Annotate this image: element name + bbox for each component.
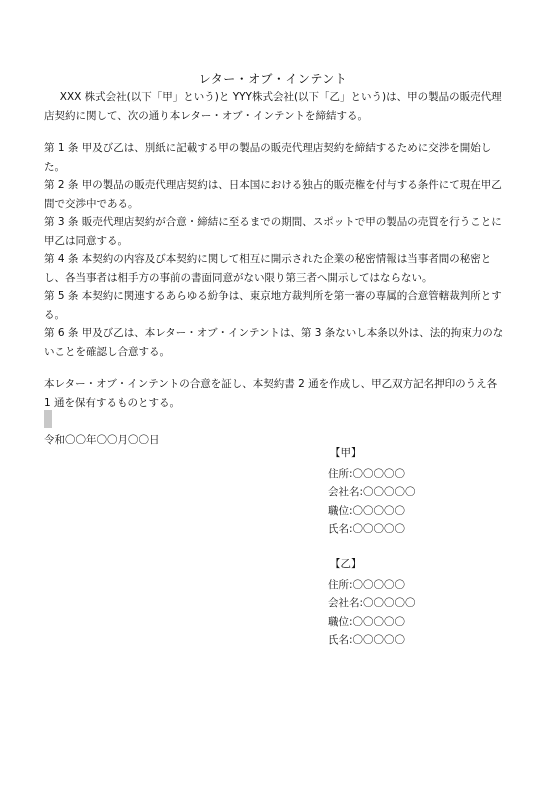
party-otsu-company: 会社名:〇〇〇〇〇 (328, 597, 416, 609)
article-4: 第 4 条 本契約の内容及び本契約に関して相互に開示された企業の秘密情報は当事者間の秘密とし、各当事者は相手方の事前の書面同意がない限り第三者へ開示してはならない。 (44, 253, 492, 284)
party-kou-position: 職位:〇〇〇〇〇 (328, 504, 406, 517)
article-5: 第 5 条 本契約に関連するあらゆる紛争は、東京地方裁判所を第一審の専属的合意管轄裁判所とする。 (44, 290, 502, 321)
party-otsu-position: 職位:〇〇〇〇〇 (328, 615, 406, 628)
party-kou-address: 住所:〇〇〇〇〇 (328, 467, 406, 480)
party-otsu-block (328, 555, 416, 650)
party-kou-company: 会社名:〇〇〇〇〇 (328, 486, 416, 498)
closing-paragraph: 本レター・オブ・インテントの合意を証し、本契約書 2 通を作成し、甲乙双方記名押印のうえ各 1 通を保有するものとする。 (44, 378, 498, 409)
article-3: 第 3 条 販売代理店契約が合意・締結に至るまでの期間、スポットで甲の製品の売買を行うことに甲乙は同意する。 (44, 216, 502, 247)
article-2: 第 2 条 甲の製品の販売代理店契約は、日本国における独占的販売権を付与する条件にて現在甲乙間で交渉中である。 (44, 179, 502, 210)
articles-list (44, 139, 504, 361)
party-otsu-heading: 【乙】 (330, 558, 362, 570)
article-6: 第 6 条 甲及び乙は、本レター・オブ・インテントは、第 3 条ないし本条以外は、法的拘束力のないことを確認し合意する。 (44, 327, 504, 358)
party-otsu-address: 住所:〇〇〇〇〇 (328, 578, 406, 591)
contract-date: 令和〇〇年〇〇月〇〇日 (44, 434, 160, 446)
text-cursor-marker (44, 410, 52, 428)
intro-paragraph: XXX 株式会社(以下「甲」という)と YYY株式会社(以下「乙」という)は、甲の製品の販売代理店契約に関して、次の通り本レター・オブ・インテントを締結する。 (44, 91, 502, 122)
party-kou-heading: 【甲】 (330, 447, 362, 459)
article-1: 第 1 条 甲及び乙は、別紙に記載する甲の製品の販売代理店契約を締結するために交渉を開始した。 (44, 142, 492, 173)
party-otsu-name: 氏名:〇〇〇〇〇 (328, 634, 406, 646)
party-kou-name: 氏名:〇〇〇〇〇 (328, 523, 406, 535)
party-kou-block (328, 444, 416, 539)
document-title: レター・オブ・インテント (198, 72, 348, 86)
